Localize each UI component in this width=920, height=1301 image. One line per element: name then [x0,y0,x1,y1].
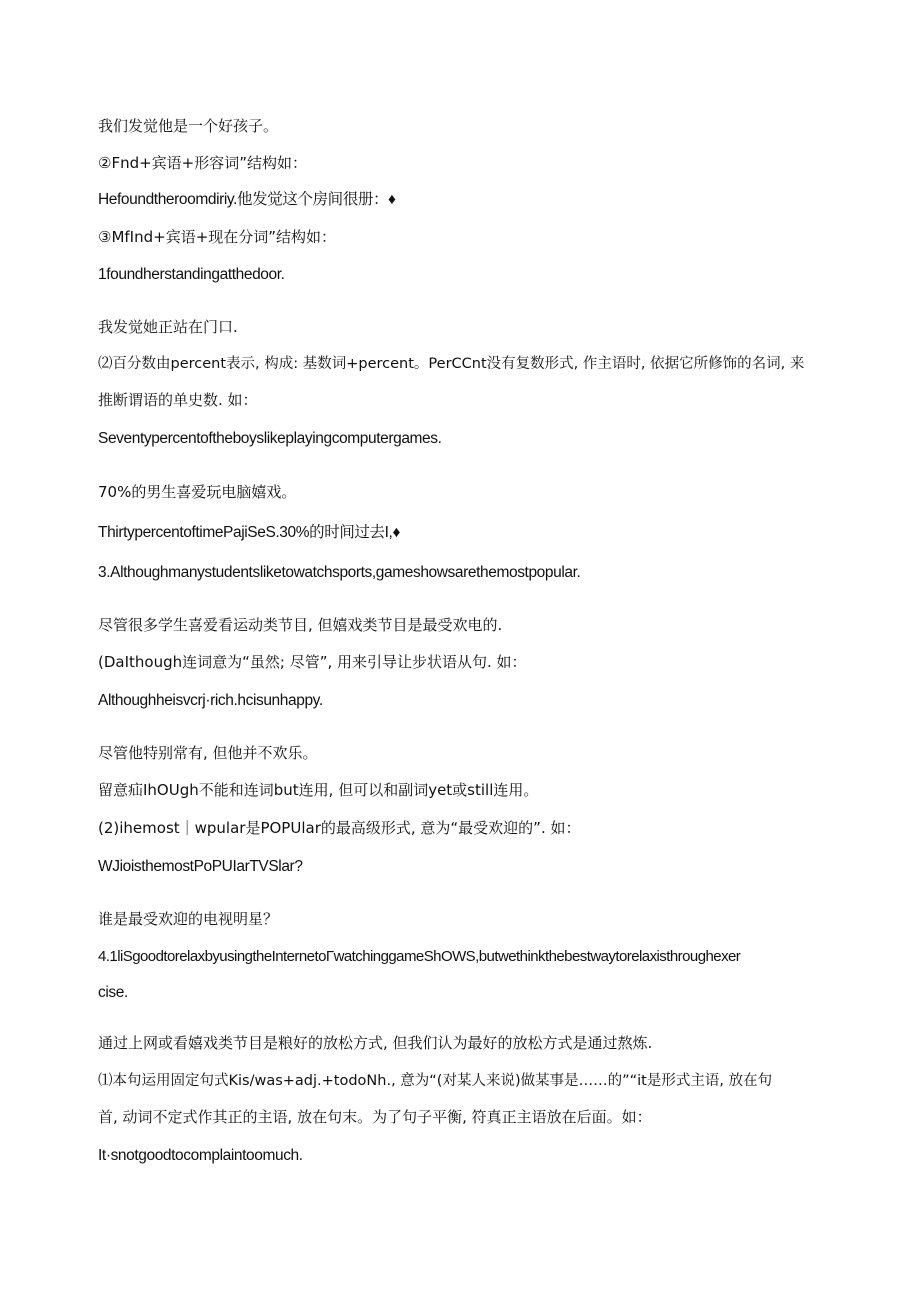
text-line-13: 尽管很多学生喜爱看运动类节目, 但嬉戏类节目是最受欢电的. [98,616,503,634]
text-line-15: Althoughheisvcrj·rich.hcisunhappy. [98,692,323,709]
text-line-9: Seventypercentoftheboyslikeplayingcomputergames. [98,430,442,447]
text-line-26: It·snotgoodtocomplaintoomuch. [98,1147,303,1164]
text-line-22: cise. [98,984,128,1001]
text-line-19: WJioisthemostPoPUIarTVSlar? [98,858,303,875]
text-line-12: 3.Althoughmanystudentsliketowatchsports,gameshowsarethemostpopular. [98,564,581,581]
text-line-8: 推断谓语的单史数. 如： [98,391,258,409]
text-line-4: ③MfInd+宾语+现在分词”结构如： [98,228,337,246]
text-line-7: ⑵百分数由percent表示, 构成: 基数词+percent。PerCCnt没有复数形式, 作主语时, 依据它所修饰的名词, 来 [98,356,805,372]
text-line-25: 首, 动词不定式作其正的主语, 放在句末。为了句子平衡, 符真正主语放在后面。如： [98,1108,652,1126]
text-line-16: 尽管他特别常有, 但他并不欢乐。 [98,744,318,762]
text-line-1: 我们发觉他是一个好孩子。 [98,117,279,135]
text-line-6: 我发觉她正站在门口. [98,318,238,336]
text-line-2: ②Fnd+宾语+形容词”结构如： [98,154,308,172]
text-line-23: 通过上网或看嬉戏类节目是粮好的放松方式, 但我们认为最好的放松方式是通过熬炼. [98,1034,653,1052]
text-line-17: 留意疝IhOUgh不能和连词but连用, 但可以和副词yet或still连用。 [98,781,539,799]
text-line-5: 1foundherstandingatthedoor. [98,266,285,283]
text-line-18: (2)ihemost｜wpular是POPUlar的最高级形式, 意为“最受欢迎的”. 如： [98,819,581,837]
text-line-11: ThirtypercentoftimePajiSeS.30%的时间过去I,♦ [98,524,400,541]
text-line-24: ⑴本句运用固定句式Kis/was+adj.+todoNh., 意为“(对某人来说)做某事是……的”“it是形式主语, 放在句 [98,1073,773,1089]
text-line-20: 谁是最受欢迎的电视明星？ [98,910,279,928]
text-line-3: Hefoundtheroomdiriy.他发觉这个房间很册：♦ [98,191,396,208]
text-line-21: 4.1liSgoodtorelaxbyusingtheInternetoΓwatchinggameShOWS,butwethinkthebestwaytorelaxisthroughexer [98,948,741,965]
text-line-14: (DaIthough连词意为“虽然; 尽管”, 用来引导让步状语从句. 如： [98,653,527,671]
text-line-10: 70%的男生喜爱玩电脑嬉戏。 [98,483,297,501]
